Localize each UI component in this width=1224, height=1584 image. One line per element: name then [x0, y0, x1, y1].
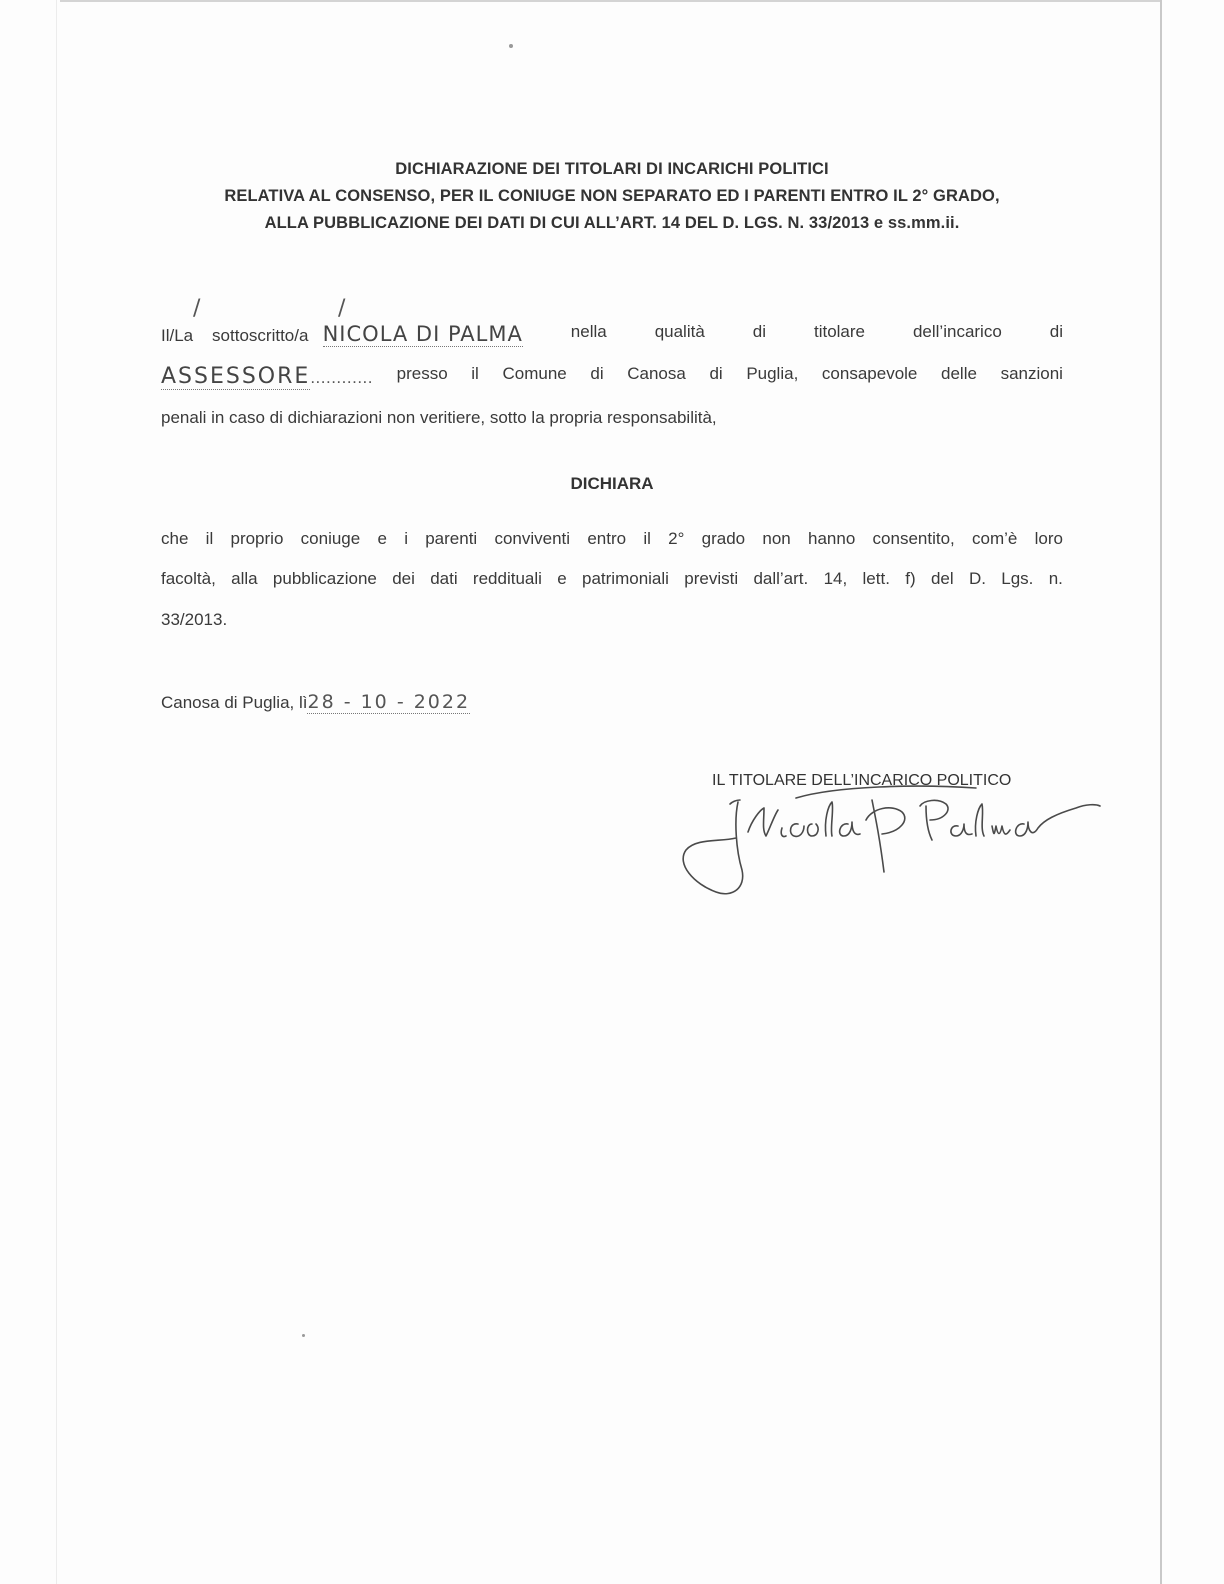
body-line-2	[161, 569, 1063, 589]
p1-word: 2°	[668, 529, 685, 548]
line2-word: Canosa	[627, 364, 686, 383]
intro-word: titolare	[813, 322, 865, 341]
line2-word: delle	[941, 364, 977, 383]
strikethrough-mark: /	[193, 296, 201, 321]
intro-word: di	[1049, 322, 1063, 341]
signatory-title: IL TITOLARE DELL’INCARICO POLITICO	[712, 772, 1012, 789]
declarant-intro	[161, 322, 523, 346]
p2-word: D.	[968, 569, 986, 588]
p2-word: e	[557, 569, 567, 588]
strikethrough-mark: /	[338, 296, 346, 321]
line2-word: consapevole	[821, 364, 918, 383]
p2-word: facoltà,	[161, 569, 216, 588]
p1-word: consentito,	[872, 529, 955, 548]
p1-word: che	[161, 529, 189, 548]
p1-word: non	[762, 529, 791, 548]
p2-word: Lgs.	[1001, 569, 1034, 588]
p2-word: lett.	[862, 569, 890, 588]
p2-word: previsti	[684, 569, 739, 588]
title-line-2: RELATIVA AL CONSENSO, PER IL CONIUGE NON SEPARATO ED I PARENTI ENTRO IL 2° GRADO,	[224, 187, 1000, 205]
p1-word: coniuge	[300, 529, 361, 548]
handwritten-name: NICOLA DI PALMA	[322, 322, 523, 346]
p1-word: il	[643, 529, 651, 548]
declaration-line-2	[161, 364, 1063, 389]
scan-speck	[509, 44, 513, 48]
p1-word: entro	[587, 529, 627, 548]
line2-word: sanzioni	[1000, 364, 1063, 383]
intro-word: nella	[570, 322, 607, 341]
handwritten-signature	[676, 780, 1106, 910]
p1-word: grado	[701, 529, 746, 548]
declaration-line-3: penali in caso di dichiarazioni non veritiere, sotto la propria responsabilità,	[161, 408, 717, 427]
p1-word: conviventi	[494, 529, 571, 548]
p1-word: loro	[1034, 529, 1063, 548]
p2-word: f)	[905, 569, 916, 588]
scan-speck	[302, 1334, 305, 1337]
p1-word: parenti	[425, 529, 478, 548]
p2-word: dati	[430, 569, 458, 588]
handwritten-date: 28 - 10 - 2022	[307, 691, 471, 713]
p2-word: dall’art.	[753, 569, 809, 588]
p1-word: il	[205, 529, 214, 548]
p2-word: n.	[1048, 569, 1063, 588]
line2-word: presso	[396, 364, 448, 383]
scan-edge-left	[56, 0, 57, 1584]
p1-word: i	[404, 529, 408, 548]
pronoun-prefix: Il/La	[161, 326, 194, 345]
title-line-1: DICHIARAZIONE DEI TITOLARI DI INCARICHI POLITICI	[395, 160, 829, 178]
p1-word: hanno	[808, 529, 856, 548]
intro-word: dell’incarico	[912, 322, 1002, 341]
declaration-line-1	[161, 322, 1063, 346]
p1-word: proprio	[230, 529, 284, 548]
p2-word: pubblicazione	[272, 569, 377, 588]
body-line-1	[161, 529, 1063, 549]
role-dots: ............	[310, 368, 373, 387]
intro-word: di	[752, 322, 766, 341]
line2-word: di	[709, 364, 723, 383]
line2-word: Puglia,	[746, 364, 799, 383]
p1-word: com’è	[972, 529, 1018, 548]
dichiara-heading: DICHIARA	[570, 474, 654, 493]
p2-word: reddituali	[472, 569, 542, 588]
handwritten-role: ASSESSORE	[161, 364, 311, 389]
line2-word: di	[590, 364, 604, 383]
p2-word: dei	[392, 569, 415, 588]
p2-word: 14,	[823, 569, 848, 588]
intro-word: qualità	[654, 322, 705, 341]
p2-word: alla	[231, 569, 258, 588]
date-line	[161, 691, 470, 713]
title-line-3: ALLA PUBBLICAZIONE DEI DATI DI CUI ALL’ART. 14 DEL D. LGS. N. 33/2013 e ss.mm.ii.	[264, 214, 960, 232]
date-label: Canosa di Puglia, lì	[161, 693, 308, 712]
role-field	[161, 364, 373, 389]
line2-word: Comune	[502, 364, 567, 383]
scan-edge-right	[1160, 0, 1162, 1584]
line2-word: il	[471, 364, 479, 383]
p2-word: patrimoniali	[582, 569, 669, 588]
sottoscritto-label: sottoscritto/a	[212, 326, 309, 345]
p1-word: e	[377, 529, 387, 548]
p2-word: del	[930, 569, 954, 588]
body-line-3: 33/2013.	[161, 610, 228, 629]
scan-edge-top	[60, 0, 1160, 2]
